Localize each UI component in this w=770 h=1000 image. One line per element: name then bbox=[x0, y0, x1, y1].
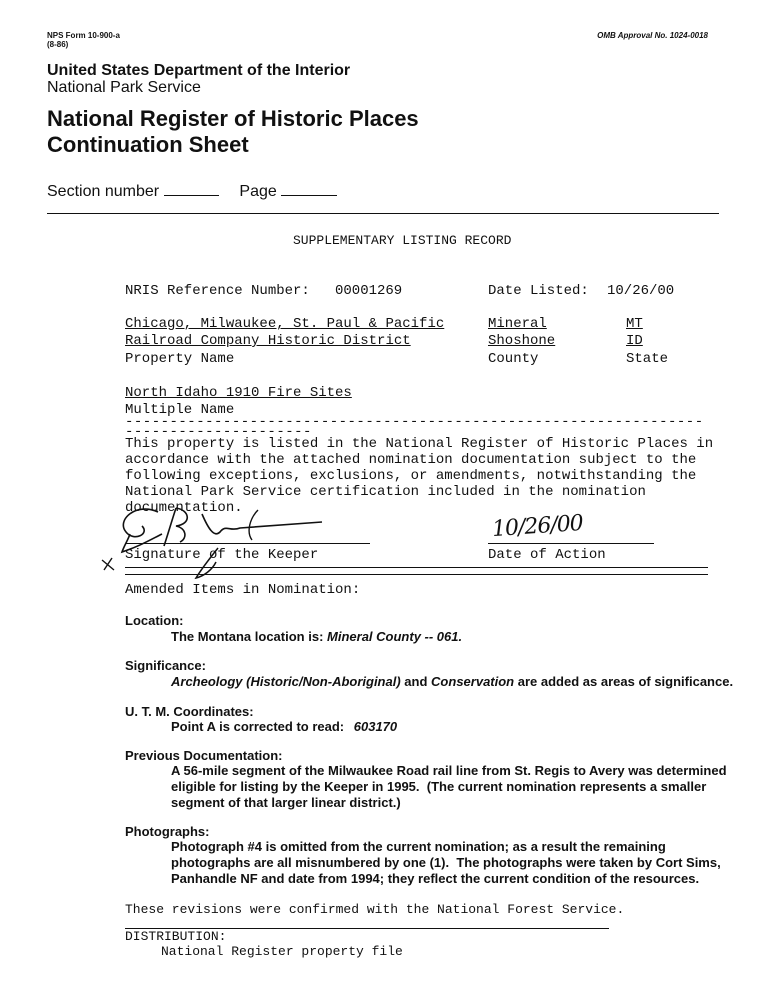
section-number-label: Section number bbox=[47, 183, 160, 200]
property-name-line1: Chicago, Milwaukee, St. Paul & Pacific bbox=[125, 316, 445, 332]
significance-area-2: Conservation bbox=[431, 674, 515, 689]
utm-value: 603170 bbox=[353, 719, 398, 734]
form-date-text: (8-86) bbox=[47, 40, 69, 49]
signature-label: Signature of the Keeper bbox=[125, 547, 319, 563]
statement-line-3: following exceptions, exclusions, or amendments, notwithstanding the bbox=[125, 468, 697, 484]
photos-line-1: Photograph #4 is omitted from the current nomination; as a result the remaining bbox=[171, 839, 666, 854]
page-blank bbox=[281, 185, 337, 196]
county-2: Shoshone bbox=[488, 333, 556, 349]
signature-line bbox=[125, 543, 370, 544]
page-subtitle: Continuation Sheet bbox=[47, 132, 249, 157]
distribution-item: National Register property file bbox=[161, 944, 403, 959]
multiple-name-label: Multiple Name bbox=[125, 402, 235, 418]
revisions-note: These revisions were confirmed with the National Forest Service. bbox=[125, 902, 625, 917]
significance-and: and bbox=[404, 674, 428, 689]
page-label: Page bbox=[239, 183, 277, 200]
photos-line-2: photographs are all misnumbered by one (1). The photographs were taken by Cort Sims, bbox=[171, 855, 721, 870]
header-divider bbox=[47, 213, 719, 214]
date-of-action-label: Date of Action bbox=[488, 547, 606, 563]
state-2: ID bbox=[626, 333, 643, 349]
agency-name: National Park Service bbox=[47, 79, 201, 96]
state-1: MT bbox=[626, 316, 643, 332]
record-heading: SUPPLEMENTARY LISTING RECORD bbox=[293, 233, 512, 248]
county-label: County bbox=[488, 351, 539, 367]
omb-approval: OMB Approval No. 1024-0018 bbox=[597, 31, 708, 40]
county-1: Mineral bbox=[488, 316, 547, 332]
significance-text bbox=[171, 674, 733, 689]
significance-area-1: Archeology (Historic/Non-Aboriginal) bbox=[171, 674, 401, 689]
handwritten-action-date: 10/26/00 bbox=[491, 510, 584, 543]
prevdoc-line-3: segment of that larger linear district.) bbox=[171, 795, 401, 810]
prevdoc-line-2: eligible for listing by the Keeper in 1995. (The current nomination represents a smaller bbox=[171, 779, 707, 794]
page-title: National Register of Historic Places bbox=[47, 106, 419, 131]
location-label: Location: bbox=[125, 613, 184, 628]
nris-value: 00001269 bbox=[335, 283, 403, 299]
prevdoc-line-1: A 56-mile segment of the Milwaukee Road rail line from St. Regis to Avery was determined bbox=[171, 763, 727, 778]
utm-prefix: Point A is corrected to read: bbox=[171, 719, 345, 734]
form-number-text: NPS Form 10-900-a bbox=[47, 31, 120, 40]
form-number bbox=[47, 31, 120, 49]
amended-items-heading: Amended Items in Nomination: bbox=[125, 582, 361, 598]
utm-label: U. T. M. Coordinates: bbox=[125, 704, 254, 719]
department-name: United States Department of the Interior bbox=[47, 62, 351, 79]
statement-line-2: accordance with the attached nomination documentation subject to the bbox=[125, 452, 697, 468]
photos-line-3: Panhandle NF and date from 1994; they reflect the current condition of the resources. bbox=[171, 871, 700, 886]
location-value: Mineral County -- 061. bbox=[327, 629, 463, 644]
photographs-label: Photographs: bbox=[125, 824, 210, 839]
statement-line-1: This property is listed in the National Register of Historic Places in bbox=[125, 436, 714, 452]
previous-documentation-label: Previous Documentation: bbox=[125, 748, 283, 763]
utm-text bbox=[171, 719, 397, 734]
dashed-separator: -------------------------------------------------------------------------------------- bbox=[125, 414, 704, 440]
date-listed-value: 10/26/00 bbox=[607, 283, 675, 299]
nris-label: NRIS Reference Number: bbox=[125, 283, 310, 299]
property-name-line2: Railroad Company Historic District bbox=[125, 333, 411, 349]
location-prefix: The Montana location is: bbox=[171, 629, 324, 644]
distribution-label: DISTRIBUTION: bbox=[125, 929, 227, 944]
statement-line-4: National Park Service certification included in the nomination bbox=[125, 484, 646, 500]
statement-line-5: documentation. bbox=[125, 500, 243, 516]
location-text bbox=[171, 629, 462, 644]
multiple-name-value: North Idaho 1910 Fire Sites bbox=[125, 385, 352, 401]
section-page-row bbox=[47, 183, 337, 201]
significance-suffix: are added as areas of significance. bbox=[517, 674, 734, 689]
date-listed-label: Date Listed: bbox=[488, 283, 589, 299]
property-name-label: Property Name bbox=[125, 351, 235, 367]
double-rule-separator bbox=[125, 567, 708, 575]
significance-label: Significance: bbox=[125, 658, 206, 673]
state-label: State bbox=[626, 351, 669, 367]
section-number-blank bbox=[164, 185, 219, 196]
date-of-action-line bbox=[488, 543, 654, 544]
